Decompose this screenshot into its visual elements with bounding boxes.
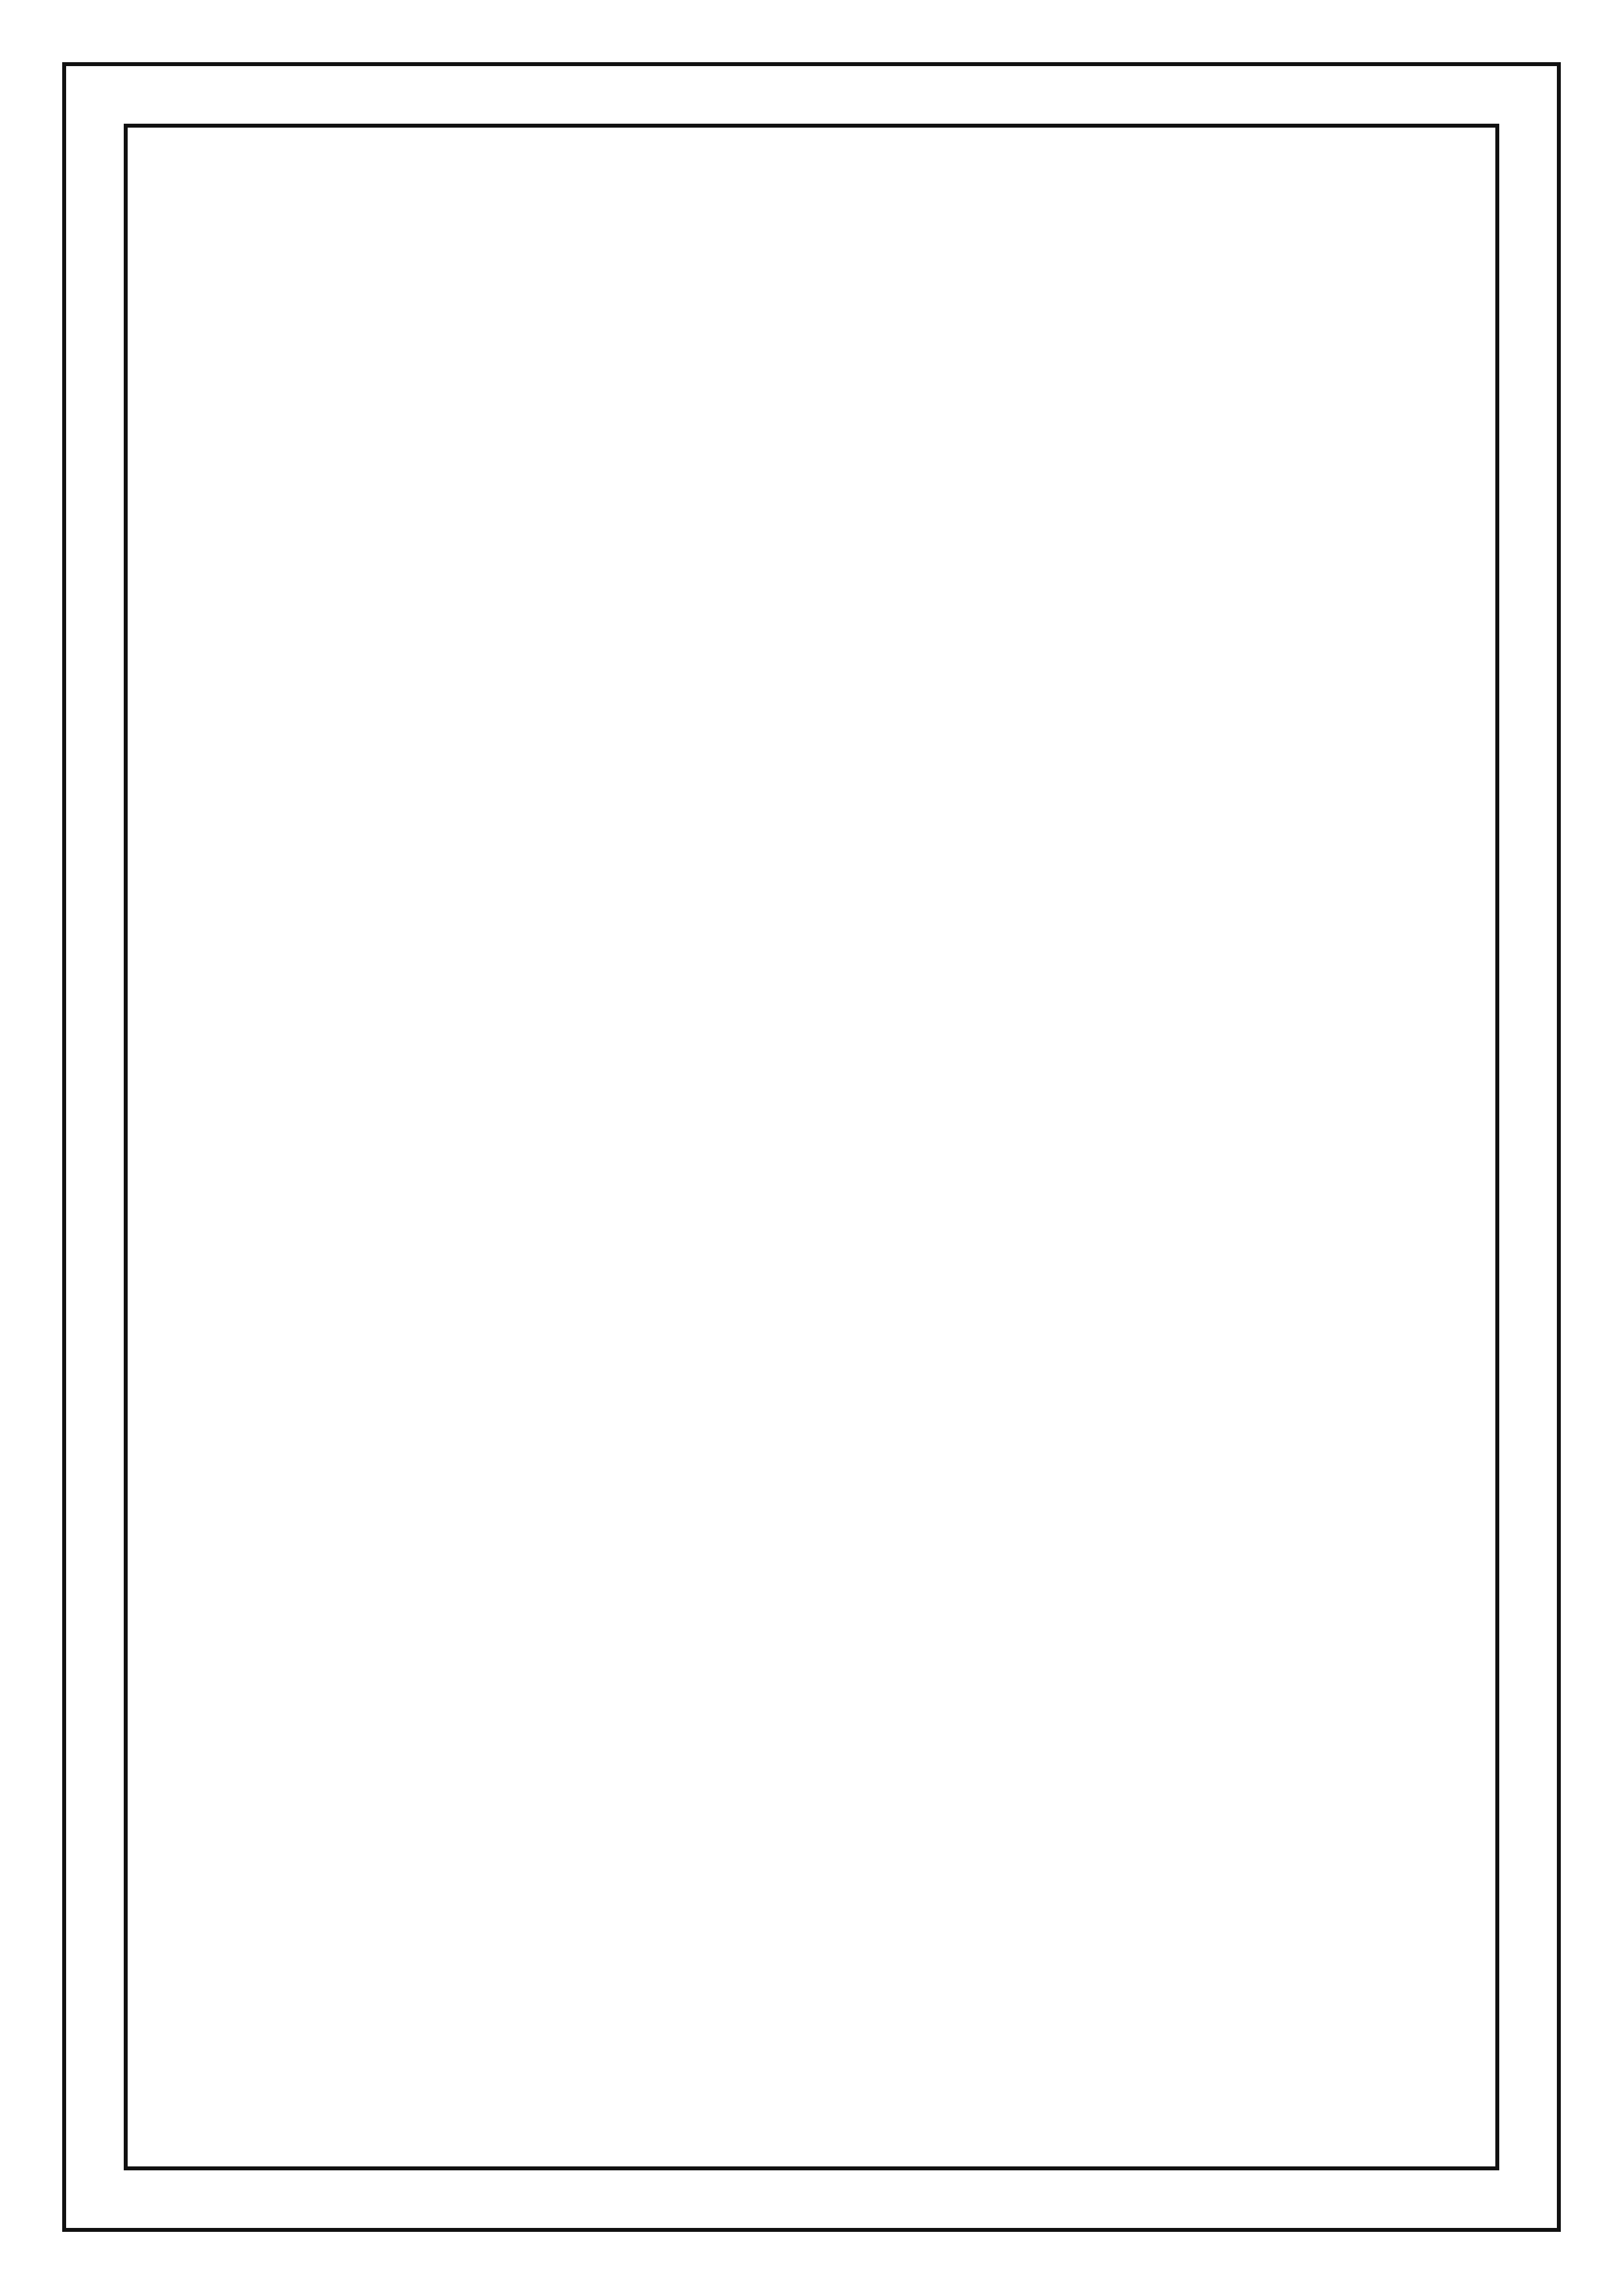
border-inner-frame	[124, 124, 1499, 2170]
